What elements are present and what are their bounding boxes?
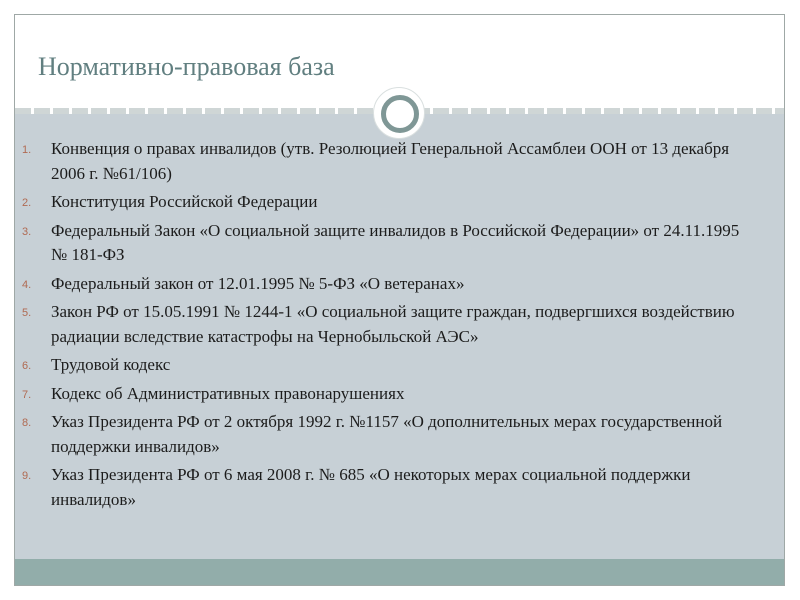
slide-title: Нормативно-правовая база [38, 52, 335, 81]
list-item-number: 5. [22, 307, 32, 319]
list-item-number: 6. [22, 360, 32, 372]
circle-ornament-icon [373, 87, 425, 139]
legal-basis-list [22, 137, 752, 516]
list-item [22, 137, 752, 186]
list-item-text: Указ Президента РФ от 2 октября 1992 г. №1157 «О дополнительных мерах государственной поддержки инвалидов» [51, 412, 723, 456]
list-item-number: 3. [22, 225, 32, 238]
list-item-text: Трудовой кодекс [51, 355, 171, 374]
list-item-number: 7. [22, 388, 32, 401]
list-item [22, 219, 752, 268]
list-item [22, 300, 752, 349]
list-item-number: 1. [22, 144, 32, 156]
list-item-number: 8. [22, 417, 32, 429]
list-item-text: Федеральный закон от 12.01.1995 № 5-ФЗ «О ветеранах» [51, 273, 465, 293]
list-item-text: Конституция Российской Федерации [51, 192, 318, 211]
list-item [22, 190, 752, 215]
list-item-text: Конвенция о правах инвалидов (утв. Резолюцией Генеральной Ассамблеи ООН от 13 декабря 2006 г. №61/106) [51, 139, 730, 183]
list-item [22, 382, 752, 407]
footer-band [15, 559, 784, 586]
list-item-text: Федеральный Закон «О социальной защите инвалидов в Российской Федерации» от 24.11.1995 № 181-ФЗ [51, 220, 740, 264]
list-item-number: 2. [22, 197, 32, 209]
list-item [22, 353, 752, 378]
list-item-text: Кодекс об Административных правонарушениях [51, 383, 405, 403]
list-item-number: 9. [22, 470, 32, 482]
list-item [22, 272, 752, 297]
list-item [22, 463, 752, 512]
list-item-text: Закон РФ от 15.05.1991 № 1244-1 «О социальной защите граждан, подвергшихся воздействию радиации вследствие катастрофы на Чернобыльской АЭС» [51, 302, 735, 346]
list-item-number: 4. [22, 278, 32, 291]
ornament-ring [381, 95, 419, 133]
list-item-text: Указ Президента РФ от 6 мая 2008 г. № 685 «О некоторых мерах социальной поддержки инвалидов» [51, 465, 691, 509]
list-item [22, 410, 752, 459]
